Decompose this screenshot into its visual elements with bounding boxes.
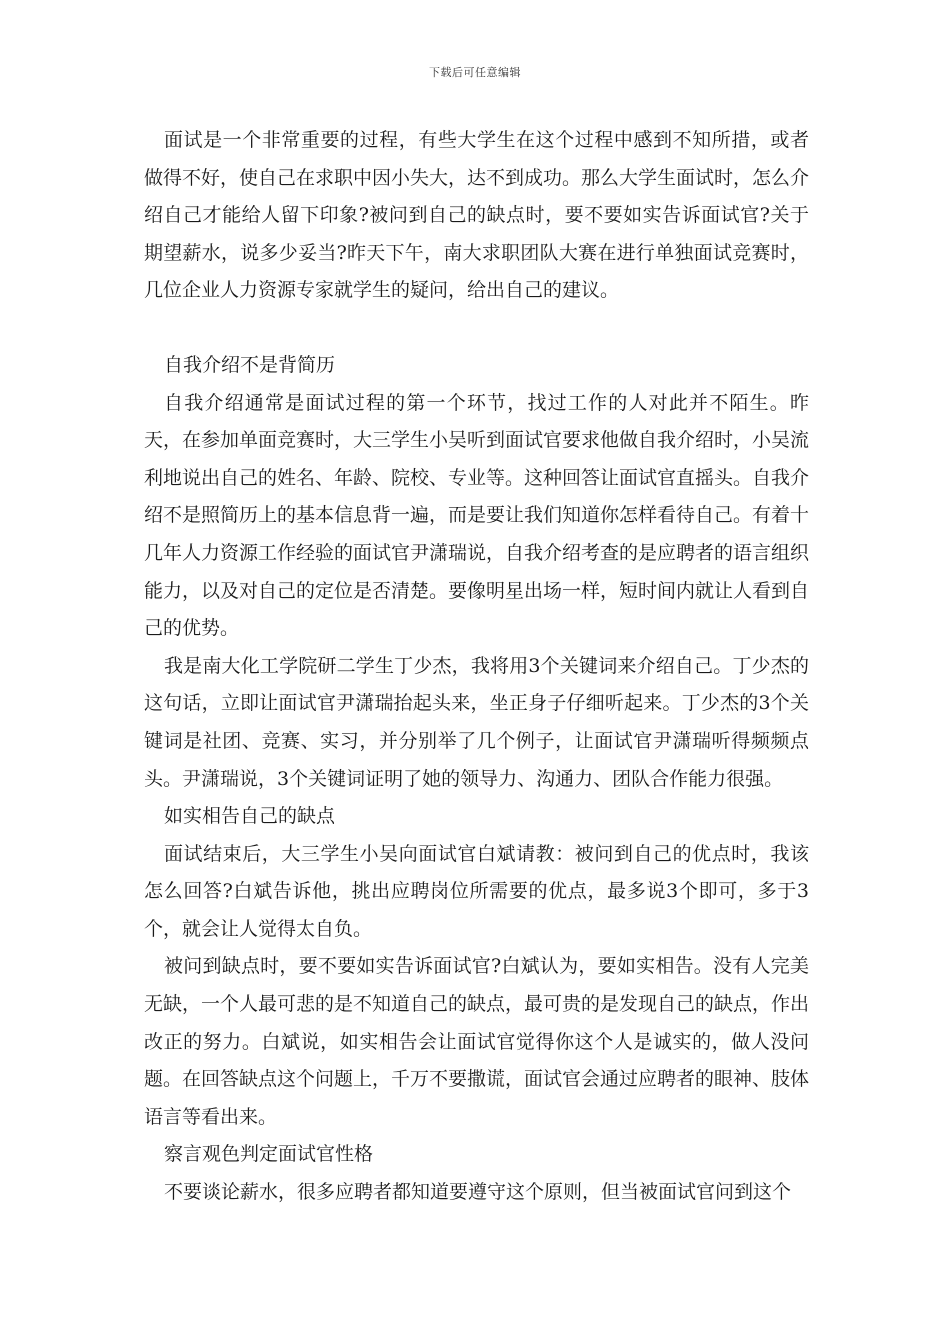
section-heading-self-intro: 自我介绍不是背简历 <box>164 353 336 376</box>
document-body <box>144 122 809 1212</box>
self-intro-paragraph-1: 自我介绍通常是面试过程的第一个环节，找过工作的人对此并不陌生。昨天，在参加单面竞赛时，大三学生小吴听到面试官要求他做自我介绍时，小吴流利地说出自己的姓名、年龄、院校、专业等。这种回答让面试官直摇头。自我介绍不是照简历上的基本信息背一遍，而是要让我们知道你怎样看待自己。有着十几年人力资源工作经验的面试官尹潇瑞说，自我介绍考查的是应聘者的语言组织能力，以及对自己的定位是否清楚。要像明星出场一样，短时间内就让人看到自己的优势。 <box>144 391 810 640</box>
salary-paragraph: 不要谈论薪水，很多应聘者都知道要遵守这个原则，但当被面试官问到这个 <box>164 1181 792 1204</box>
self-intro-paragraph-2: 我是南大化工学院研二学生丁少杰，我将用3个关键词来介绍自己。丁少杰的这句话，立即让面试官尹潇瑞抬起头来，坐正身子仔细听起来。丁少杰的3个关键词是社团、竞赛、实习，并分别举了几个例子，让面试官尹潇瑞听得频频点头。尹潇瑞说，3个关键词证明了她的领导力、沟通力、团队合作能力很强。 <box>144 654 809 790</box>
page-header-note: 下载后可任意编辑 <box>429 66 521 79</box>
intro-paragraph: 面试是一个非常重要的过程，有些大学生在这个过程中感到不知所措，或者做得不好，使自己在求职中因小失大，达不到成功。那么大学生面试时，怎么介绍自己才能给人留下印象?被问到自己的缺点时，要不要如实告诉面试官?关于期望薪水，说多少妥当?昨天下午，南大求职团队大赛在进行单独面试竞赛时，几位企业人力资源专家就学生的疑问，给出自己的建议。 <box>144 129 810 302</box>
paragraph-spacer <box>144 310 809 347</box>
section-heading-weakness: 如实相告自己的缺点 <box>164 805 336 828</box>
weakness-paragraph-2: 被问到缺点时，要不要如实告诉面试官?白斌认为，要如实相告。没有人完美无缺，一个人最可悲的是不知道自己的缺点，最可贵的是发现自己的缺点，作出改正的努力。白斌说，如实相告会让面试官觉得你这个人是诚实的，做人没问题。在回答缺点这个问题上，千万不要撒谎，面试官会通过应聘者的眼神、肢体语言等看出来。 <box>144 955 810 1128</box>
weakness-paragraph-1: 面试结束后，大三学生小吴向面试官白斌请教：被问到自己的优点时，我该怎么回答?白斌告诉他，挑出应聘岗位所需要的优点，最多说3个即可，多于3个，就会让人觉得太自负。 <box>144 842 809 940</box>
section-heading-interviewer-personality: 察言观色判定面试官性格 <box>164 1143 374 1166</box>
